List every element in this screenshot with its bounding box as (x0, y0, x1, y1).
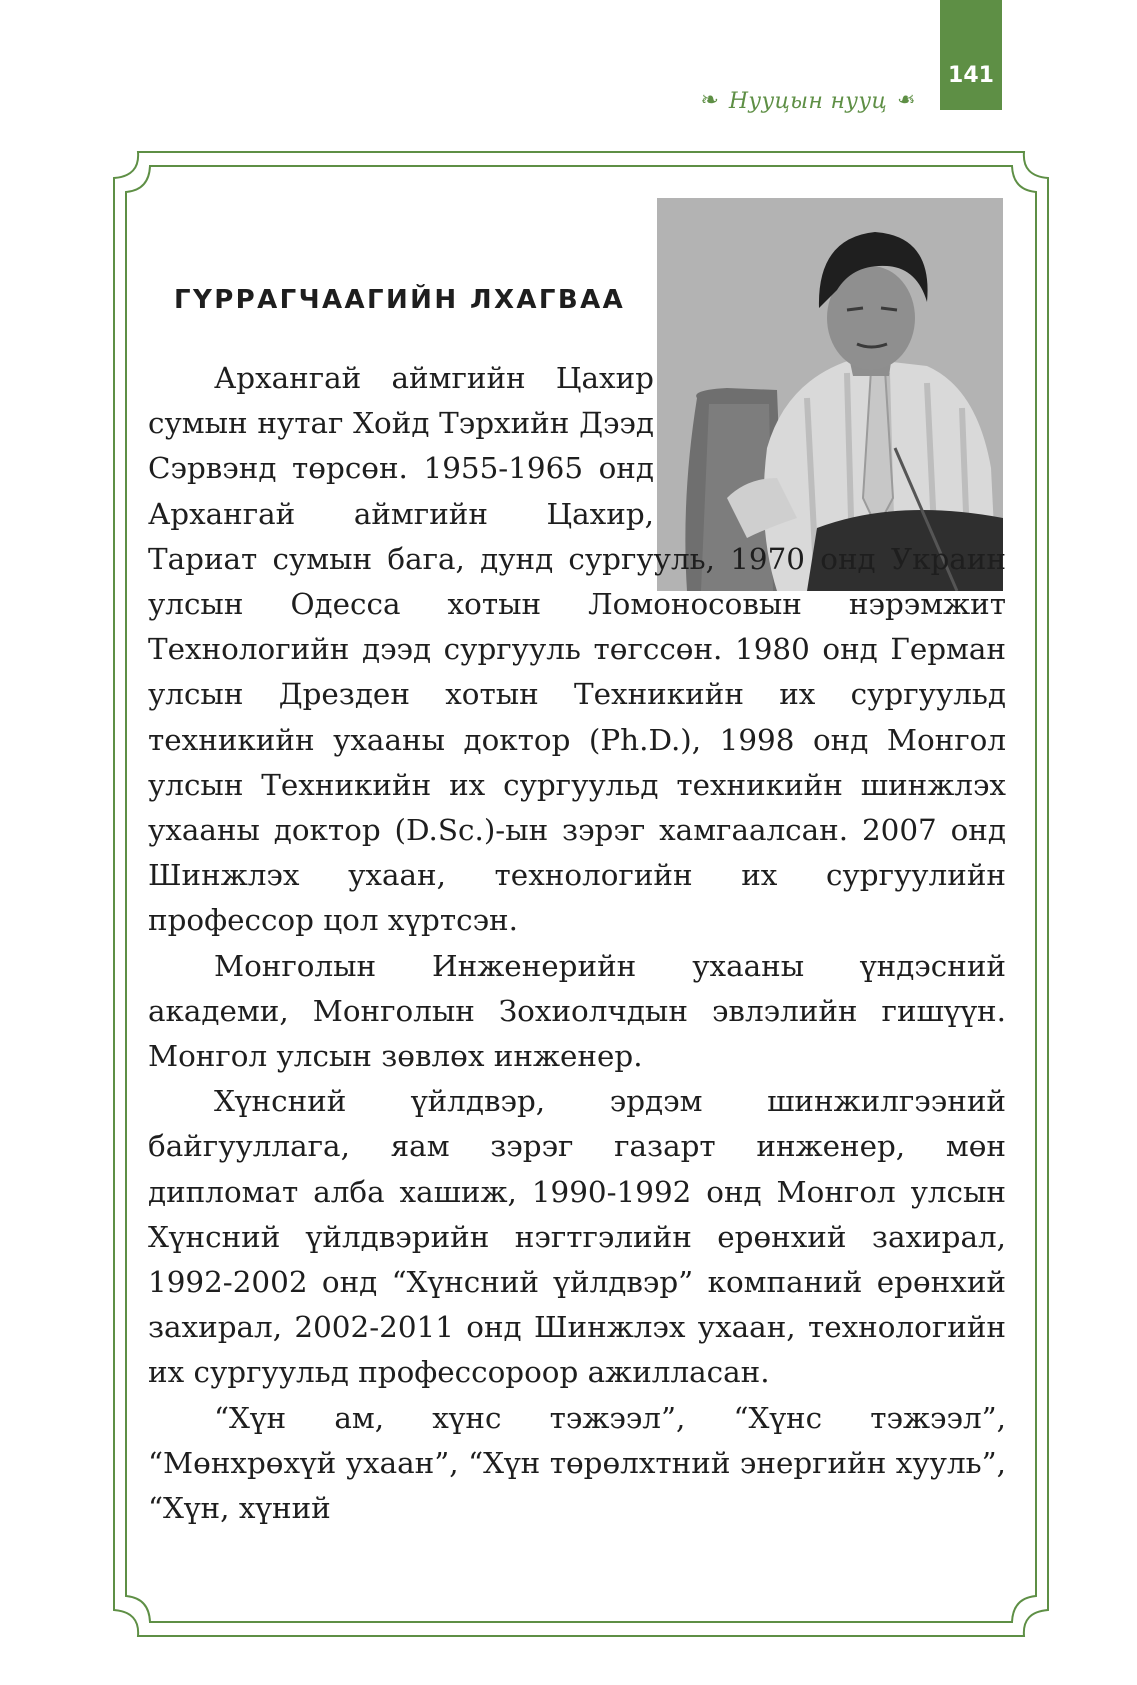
right-flourish-icon: ❧ (897, 88, 916, 113)
paragraph-works: “Хүн ам, хүнс тэжээл”, “Хүнс тэжээл”, “Мөнхрөхүй ухаан”, “Хүн төрөлхтний энергийн хууль”, “Хүн, хүний (148, 1400, 1006, 1526)
page-number: 141 (948, 63, 994, 88)
paragraph-biography: Архангай аймгийн Цахир сумын нутаг Хойд Тэрхийн Дээд Сэрвэнд төрсөн. 1955-1965 онд Архангай аймгийн Цахир, Тариат сумын бага, дунд сургууль, 1970 онд Украин улсын Одесса хотын Ломоносовын нэрэмжит Технологийн дээд сургууль төгссөн. 1980 онд Герман улсын Дрезден хотын Техникийн их сургуульд техникийн ухааны доктор (Ph.D.), 1998 онд Монгол улсын Техникийн их сургуульд техникийн шинжлэх ухааны доктор (D.Sc.)-ын зэрэг хамгаалсан. 2007 онд Шинжлэх ухаан, технологийн их сургуулийн профессор цол хүртсэн. (148, 361, 1006, 938)
running-title: Нууцын нууц (728, 88, 888, 114)
paragraph-memberships: Монголын Инженерийн ухааны үндэсний академи, Монголын Зохиолчдын эвлэлийн гишүүн. Монгол улсын зөвлөх инженер. (148, 948, 1006, 1074)
photo-wrap-space (654, 198, 1006, 536)
paragraph-career: Хүнсний үйлдвэр, эрдэм шинжилгээний байгууллага, яам зэрэг газарт инженер, мөн дипломат алба хашиж, 1990-1992 онд Монгол улсын Хүнсний үйлдвэрийн нэгтгэлийн ерөнхий захирал, 1992-2002 онд “Хүнсний үйлдвэр” компаний ерөнхий захирал, 2002-2011 онд Шинжлэх ухаан, технологийн их сургуульд профессороор ажилласан. (148, 1084, 1006, 1390)
article-title: ГҮРРАГЧААГИЙН ЛХАГВАА (174, 285, 626, 315)
article-body (148, 280, 1006, 1531)
left-flourish-icon: ❧ (700, 88, 719, 113)
